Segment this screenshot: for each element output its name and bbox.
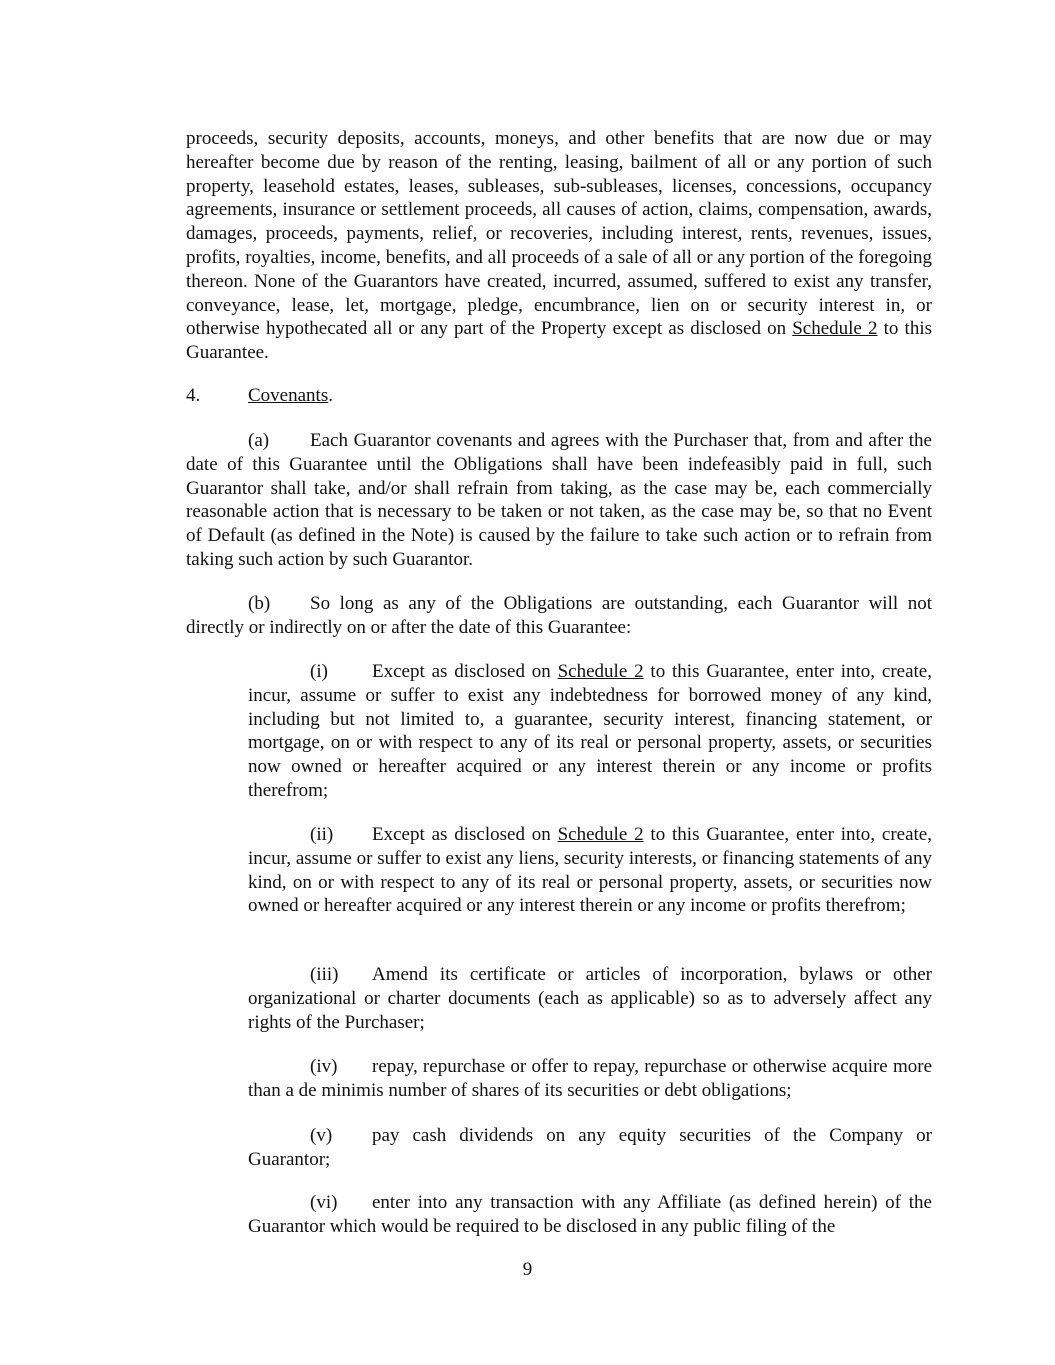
schedule-2-reference: Schedule 2 [557,661,644,682]
item-v-text: pay cash dividends on any equity securities of the Company or Guarantor; [248,1125,932,1170]
paragraph-b-text: So long as any of the Obligations are outstanding, each Guarantor will not directly or indirectly on or after the date of this Guarantee: [186,593,932,638]
item-vi [248,1191,932,1239]
item-vi-label: (vi) [310,1192,338,1213]
section-title: Covenants [248,385,329,406]
intro-text-end: to this Guarantee. [186,318,932,364]
item-iii-label: (iii) [310,964,339,985]
item-ii-text-end: to this Guarantee, enter into, create, incur, assume or suffer to exist any liens, security interests, or financing statements of any kind, on or with respect to any of its real or personal property, assets, or securities now owned or hereafter acquired or any interest therein or any income or profits therefrom; [248,824,932,917]
section-4-heading [186,384,932,408]
item-ii-label: (ii) [310,824,334,845]
paragraph-a-label: (a) [248,430,270,451]
item-i [248,660,932,803]
item-ii [248,823,932,918]
paragraph-a-text: Each Guarantor covenants and agrees with the Purchaser that, from and after the date of this Guarantee until the Obligations shall have been indefeasibly paid in full, such Guarantor shall take, and/or shall refrain from taking, as the case may be, each commercially reasonable action that is necessary to be taken or not taken, as the case may be, so that no Event of Default (as defined in the Note) is caused by the failure to take such action or to refrain from taking such action by such Guarantor. [186,430,932,570]
item-iii-text: Amend its certificate or articles of incorporation, bylaws or other organizational or charter documents (each as applicable) so as to adversely affect any rights of the Purchaser; [248,964,932,1033]
item-iv-label: (iv) [310,1056,338,1077]
item-v [248,1124,932,1172]
item-iii [248,963,932,1034]
intro-paragraph [186,127,932,365]
section-number: 4. [186,385,201,406]
item-ii-text: Except as disclosed on [372,824,558,845]
item-vi-text: enter into any transaction with any Affiliate (as defined herein) of the Guarantor which would be required to be disclosed in any public filing of the [248,1192,932,1237]
section-title-suffix: . [328,385,333,406]
paragraph-a [186,429,932,572]
schedule-2-reference: Schedule 2 [792,318,878,340]
item-i-text-end: to this Guarantee, enter into, create, incur, assume or suffer to exist any indebtedness for borrowed money of any kind, including but not limited to, a guarantee, security interest, financing statement, or mortgage, on or with respect to any of its real or personal property, assets, or securities now owned or hereafter acquired or any interest therein or any income or profits therefrom; [248,661,932,801]
paragraph-b [186,592,932,640]
item-v-label: (v) [310,1125,333,1146]
item-i-text: Except as disclosed on [372,661,558,682]
item-iv [248,1055,932,1103]
item-iv-text: repay, repurchase or offer to repay, repurchase or otherwise acquire more than a de minimis number of shares of its securities or debt obligations; [248,1056,932,1101]
page-number: 9 [522,1259,533,1280]
paragraph-b-label: (b) [248,593,271,614]
schedule-2-reference: Schedule 2 [557,824,644,845]
intro-text: proceeds, security deposits, accounts, moneys, and other benefits that are now due or may hereafter become due by reason of the renting, leasing, bailment of all or any portion of such property, leasehold estates, leases, subleases, sub-subleases, licenses, concessions, occupancy agreements, insurance or settlement proceeds, all causes of action, claims, compensation, awards, damages, proceeds, payments, relief, or recoveries, including interest, rents, revenues, issues, profits, royalties, income, benefits, and all proceeds of a sale of all or any portion of the foregoing thereon. None of the Guarantors have created, incurred, assumed, suffered to exist any transfer, conveyance, lease, let, mortgage, pledge, encumbrance, lien on or security interest in, or otherwise hypothecated all or any part of the Property except as disclosed on [186,128,932,340]
item-i-label: (i) [310,661,328,682]
